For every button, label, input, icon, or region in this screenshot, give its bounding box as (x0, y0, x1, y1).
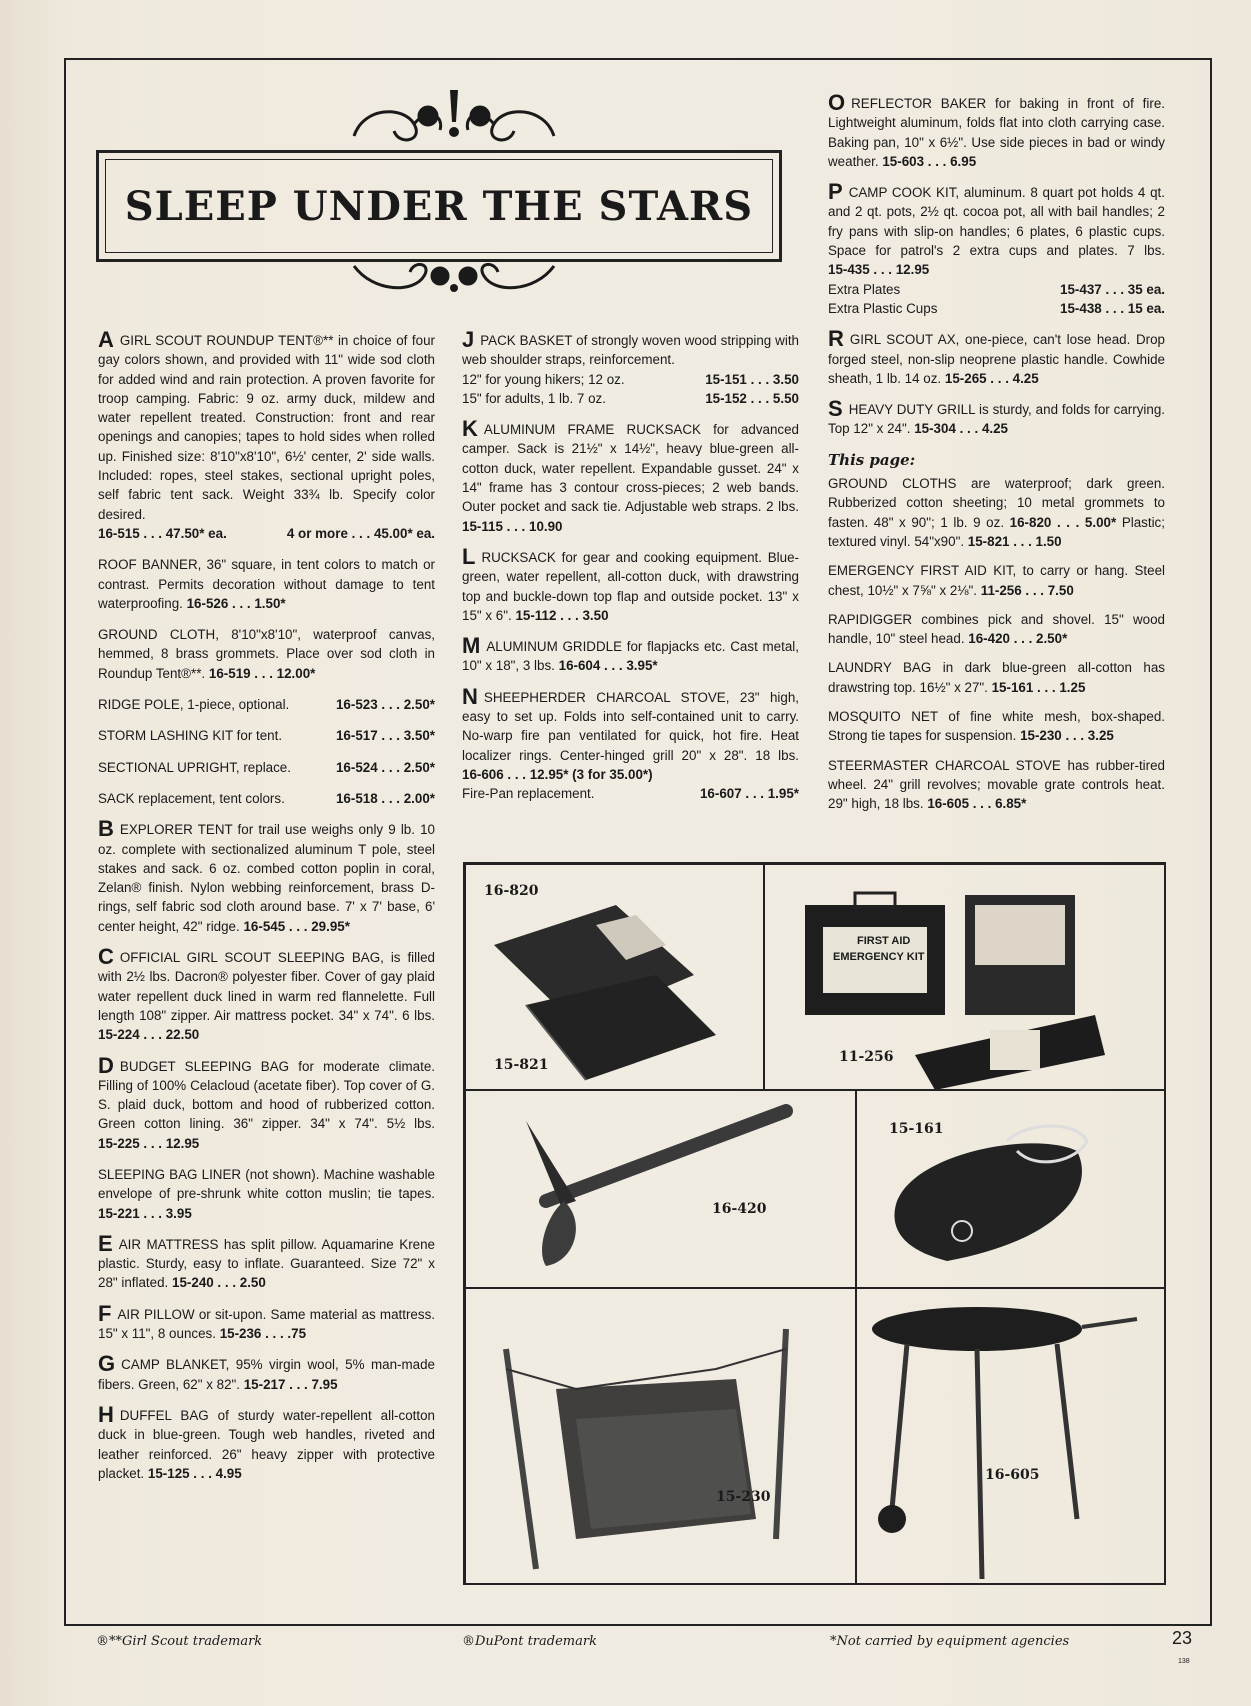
item-letter: P (828, 179, 843, 205)
item-text: GIRL SCOUT ROUNDUP TENT®** in choice of four gay colors shown, and provided with 11" wide sod cloth for added wind and rain protection. A proven favorite for troop camping. Fabric: 9 oz. army duck, mildew and water repellent treated. Construction: front and rear openings and canopies; tapes to hold sides when rolled up. Finished size: 8'10"x8'10", 6½' center, 2' side walls. Included: ropes, steel stakes, sectional upright poles, self fabric tent sack. Weight 33¾ lb. Specify color desired. (98, 333, 435, 522)
footer-note-agencies: *Not carried by equipment agencies (830, 1634, 1070, 1649)
item-l (462, 543, 799, 625)
item-b (98, 816, 435, 936)
item-letter: K (462, 416, 478, 442)
item-letter: M (462, 633, 481, 659)
item-letter: N (462, 683, 478, 709)
item-letter: J (462, 327, 475, 352)
item-price: 16-523 . . . 2.50* (335, 697, 435, 713)
page-number: 23 (1172, 1628, 1193, 1648)
item-text: EXPLORER TENT for trail use weighs only 9 lb. 10 oz. complete with sectionalized aluminum T pole, steel stakes and sack. 6 oz. combed cotton poplin in coral, Zelan® finish. Nylon webbing reinforcement, brass D-rings, self fabric sod cloth around base. 7' x 7' base, 6' center height, 42" ridge. (98, 822, 435, 934)
item-liner (98, 1165, 435, 1223)
photo-steermaster-stove (856, 1288, 1166, 1585)
mosquito-net-image-icon (466, 1289, 855, 1584)
item-a (98, 327, 435, 543)
photo-rapidigger (465, 1090, 856, 1288)
photo-caption: 15-161 (889, 1121, 944, 1137)
item-text: RIDGE POLE, 1-piece, optional. (98, 697, 290, 713)
item-h (98, 1401, 435, 1483)
item-text: STEERMASTER CHARCOAL STOVE has rubber-tired wheel. 24" grill revolves; movable grate controls heat. 29" high, 18 lbs. (828, 757, 1165, 812)
item-text: STORM LASHING KIT for tent. (98, 728, 283, 744)
item-price: 15-438 . . . 15 ea. (1060, 300, 1165, 316)
page-title: SLEEP UNDER THE STARS (124, 182, 754, 230)
item-price: 15-236 . . . .75 (219, 1326, 307, 1342)
item-text: GROUND CLOTH, 8'10"x8'10", waterproof canvas, hemmed, 8 brass grommets. Place over sod cloth in Roundup Tent®**. (98, 627, 435, 681)
photo-laundry-bag (856, 1090, 1166, 1288)
bottom-ornament-icon (344, 258, 564, 298)
kit-label: EMERGENCY KIT (833, 951, 925, 963)
item-text: EMERGENCY FIRST AID KIT, to carry or hang. Steel chest, 10½" x 7⅝" x 2⅛". (828, 563, 1165, 598)
top-ornament-icon (344, 86, 564, 150)
item-text: SACK replacement, tent colors. (98, 790, 285, 806)
column-left (98, 327, 435, 1495)
item-price: 16-420 . . . 2.50* (968, 631, 1068, 647)
item-price: 16-526 . . . 1.50* (186, 595, 286, 611)
item-steermaster (828, 756, 1165, 814)
photo-grid (463, 862, 1166, 1585)
item-text: BUDGET SLEEPING BAG for moderate climate. Filling of 100% Celacloud (acetate fiber). Top cover of G. S. plaid duck, bottom and hood of rubberized cotton. Green cotton lining. 36" zipper. 34" x 74". 5½ lbs. (98, 1058, 435, 1132)
item-sack (98, 789, 435, 808)
item-letter: A (98, 327, 114, 352)
footer-note-dupont: ®DuPont trademark (462, 1634, 597, 1649)
item-c (98, 944, 435, 1044)
item-price: 16-519 . . . 12.00* (208, 665, 316, 681)
item-s (828, 396, 1165, 439)
item-j (462, 327, 799, 408)
item-text: ALUMINUM GRIDDLE for flapjacks etc. Cast metal, 10" x 18", 3 lbs. (462, 639, 799, 674)
item-rapidigger (828, 610, 1165, 649)
item-letter: L (462, 543, 476, 569)
item-price: 15-437 . . . 35 ea. (1060, 281, 1165, 297)
title-box (96, 150, 782, 262)
photo-caption: 16-420 (712, 1201, 767, 1217)
item-o (828, 90, 1165, 171)
item-text: CAMP BLANKET, 95% virgin wool, 5% man-made fibers. Green, 62" x 82". (98, 1357, 435, 1392)
item-price: 15-152 . . . 5.50 (705, 390, 799, 406)
photo-first-aid-kit (764, 864, 1166, 1090)
item-price: 4 or more . . . 45.00* ea. (286, 525, 435, 541)
pick-shovel-image-icon (466, 1091, 855, 1287)
item-letter: C (98, 944, 114, 970)
item-text: ROOF BANNER, 36" square, in tent colors to match or contrast. Permits decoration without damage to tent waterproofing. (98, 557, 435, 611)
item-price: 16-604 . . . 3.95* (558, 658, 658, 674)
item-ridge-pole (98, 695, 435, 714)
item-ground-cloths (828, 474, 1165, 551)
item-text: GIRL SCOUT AX, one-piece, can't lose head. Drop forged steel, non-slip neoprene plastic handle. Cowhide sheath, 1 lb. 14 oz. (828, 332, 1165, 386)
item-price: 16-515 . . . 47.50* ea. (98, 525, 227, 541)
item-storm-kit (98, 726, 435, 745)
item-price: 16-607 . . . 1.95* (699, 786, 799, 802)
item-price: 15-115 . . . 10.90 (462, 518, 563, 534)
item-text: SLEEPING BAG LINER (not shown). Machine washable envelope of pre-shrunk white cotton muslin; tie tapes. (98, 1166, 435, 1202)
photo-mosquito-net (465, 1288, 856, 1585)
item-p (828, 179, 1165, 318)
item-variant: 12" for young hikers; 12 oz. (462, 371, 625, 387)
item-price: 16-606 . . . 12.95* (3 for 35.00*) (462, 766, 653, 782)
item-price: 15-151 . . . 3.50 (705, 371, 799, 387)
item-price: 15-821 . . . 1.50 (967, 533, 1062, 549)
item-price: 11-256 . . . 7.50 (980, 582, 1074, 598)
item-text: Plastic; textured vinyl. 54"x90". (828, 514, 1165, 549)
first-aid-kit-image-icon (765, 865, 1165, 1089)
item-first-aid (828, 561, 1165, 600)
photo-caption: 15-821 (494, 1057, 549, 1073)
item-letter: E (98, 1230, 113, 1256)
photo-caption: 16-605 (985, 1467, 1040, 1483)
item-laundry-bag (828, 658, 1165, 697)
charcoal-stove-image-icon (857, 1289, 1165, 1584)
photo-caption: 11-256 (839, 1049, 894, 1065)
item-text: SHEEPHERDER CHARCOAL STOVE, 23" high, easy to set up. Folds into self-contained unit to carry. No-warp fire pan ventilated for quick, hot fire. Heat localizer rings. Center-hinged grill 20" x 28". 18 lbs. (462, 689, 799, 763)
item-roof-banner (98, 555, 435, 613)
item-m (462, 633, 799, 676)
item-letter: B (98, 816, 114, 842)
item-price: 16-820 . . . 5.00* (1009, 514, 1117, 530)
item-g (98, 1351, 435, 1394)
item-text: RAPIDIGGER combines pick and shovel. 15" wood handle, 10" steel head. (828, 611, 1165, 647)
item-f (98, 1300, 435, 1344)
item-price: 16-545 . . . 29.95* (243, 918, 350, 934)
item-price: 16-518 . . . 2.00* (335, 790, 435, 806)
item-variant: 15" for adults, 1 lb. 7 oz. (462, 390, 606, 406)
item-price: 15-225 . . . 12.95 (98, 1135, 200, 1151)
item-text: GROUND CLOTHS are waterproof; dark green. Rubberized cotton sheeting; 10 metal grommets to fasten. 48" x 90"; 1 lb. 9 oz. (828, 476, 1165, 530)
item-letter: F (98, 1300, 112, 1326)
item-k (462, 416, 799, 536)
item-text: REFLECTOR BAKER for baking in front of fire. Lightweight aluminum, folds flat into cloth carrying case. Baking pan, 10" x 6½". Use side pieces in bad or windy weather. (828, 96, 1165, 169)
item-price: 16-517 . . . 3.50* (335, 728, 435, 744)
item-price: 15-221 . . . 3.95 (98, 1205, 192, 1221)
item-letter: R (828, 326, 844, 352)
item-e (98, 1230, 435, 1293)
item-text: CAMP COOK KIT, aluminum. 8 quart pot holds 4 qt. and 2 qt. pots, 2½ qt. cocoa pot, all with bail handles; 2 fry pans with slip-on handles; 6 plates, 6 plastic cups. Space for patrol's 2 extra cups and plates. 7 lbs. (828, 185, 1165, 259)
item-text: HEAVY DUTY GRILL is sturdy, and folds for carrying. Top 12" x 24". (828, 402, 1165, 437)
item-text: DUFFEL BAG of sturdy water-repellent all-cotton duck in blue-green. Tough web handles, riveted and leather reinforced. 26" heavy zipper with protective placket. (98, 1407, 435, 1481)
item-letter: O (828, 90, 846, 115)
item-d (98, 1052, 435, 1153)
item-text: PACK BASKET of strongly woven wood stripping with web shoulder straps, reinforcement. (462, 333, 799, 368)
photo-caption: 16-820 (484, 883, 539, 899)
item-price: 15-224 . . . 22.50 (98, 1027, 200, 1043)
item-price: 15-230 . . . 3.25 (1020, 728, 1114, 744)
photo-caption: 15-230 (716, 1489, 771, 1505)
item-letter: H (98, 1401, 114, 1427)
item-price: 16-524 . . . 2.50* (335, 759, 435, 775)
item-sectional (98, 758, 435, 777)
item-r (828, 326, 1165, 388)
item-letter: S (828, 396, 843, 422)
item-variant: Extra Plates (828, 281, 901, 297)
item-letter: D (98, 1052, 114, 1078)
item-letter: G (98, 1351, 116, 1377)
this-page-subhead: This page: (828, 450, 916, 469)
item-n (462, 683, 799, 804)
item-price: 15-112 . . . 3.50 (515, 607, 609, 623)
item-variant: Fire-Pan replacement. (462, 786, 595, 802)
item-text: SECTIONAL UPRIGHT, replace. (98, 759, 291, 775)
item-price: 15-240 . . . 2.50 (172, 1275, 266, 1291)
footer-note-gs: ®**Girl Scout trademark (96, 1634, 263, 1649)
item-price: 15-265 . . . 4.25 (944, 370, 1039, 386)
photo-ground-cloths (465, 864, 764, 1090)
item-variant: Extra Plastic Cups (828, 300, 938, 316)
item-price: 15-435 . . . 12.95 (828, 262, 930, 278)
item-text: AIR PILLOW or sit-upon. Same material as mattress. 15" x 11", 8 ounces. (98, 1306, 435, 1342)
item-price: 15-603 . . . 6.95 (882, 153, 977, 169)
item-price: 16-605 . . . 6.85* (927, 796, 1027, 812)
item-text: OFFICIAL GIRL SCOUT SLEEPING BAG, is filled with 2½ lbs. Dacron® polyester fiber. Cover of gay plaid water repellent duck lined in warm red flannelette. Full length 108" zipper. Air mattress pocket. 34" x 74". 6 lbs. (98, 950, 435, 1023)
item-text: AIR MATTRESS has split pillow. Aquamarine Krene plastic. Sturdy, easy to inflate. Guaranteed. Size 72" x 28" inflated. (98, 1236, 435, 1291)
item-text: LAUNDRY BAG in dark blue-green all-cotton has drawstring top. 16½" x 27". (828, 660, 1165, 695)
item-price: 15-125 . . . 4.95 (147, 1465, 242, 1481)
item-text: ALUMINUM FRAME RUCKSACK for advanced camper. Sack is 21½" x 14½", heavy blue-green all-cotton duck, water repellent. Expandable gusset. 24" x 14" frame has 3 contour cross-pieces; 2 web bands. Outer pocket and sack tie. Adjustable web straps. 2 lbs. (462, 422, 799, 515)
item-price: 15-161 . . . 1.25 (991, 679, 1086, 695)
item-text: RUCKSACK for gear and cooking equipment. Blue-green, water repellent, all-cotton duck, with drawstring top and buckle-down top flap and outside pocket. 13" x 15" x 6". (462, 549, 799, 623)
item-ground-cloth (98, 625, 435, 683)
item-text: MOSQUITO NET of fine white mesh, box-shaped. Strong tie tapes for suspension. (828, 709, 1165, 744)
kit-label: FIRST AID (857, 935, 911, 947)
item-price: 15-217 . . . 7.95 (243, 1376, 338, 1392)
item-price: 15-304 . . . 4.25 (914, 421, 1009, 437)
tiny-code: 138 (1178, 1658, 1190, 1665)
item-mosquito-net (828, 707, 1165, 746)
column-middle (462, 327, 799, 816)
column-right (828, 90, 1165, 824)
